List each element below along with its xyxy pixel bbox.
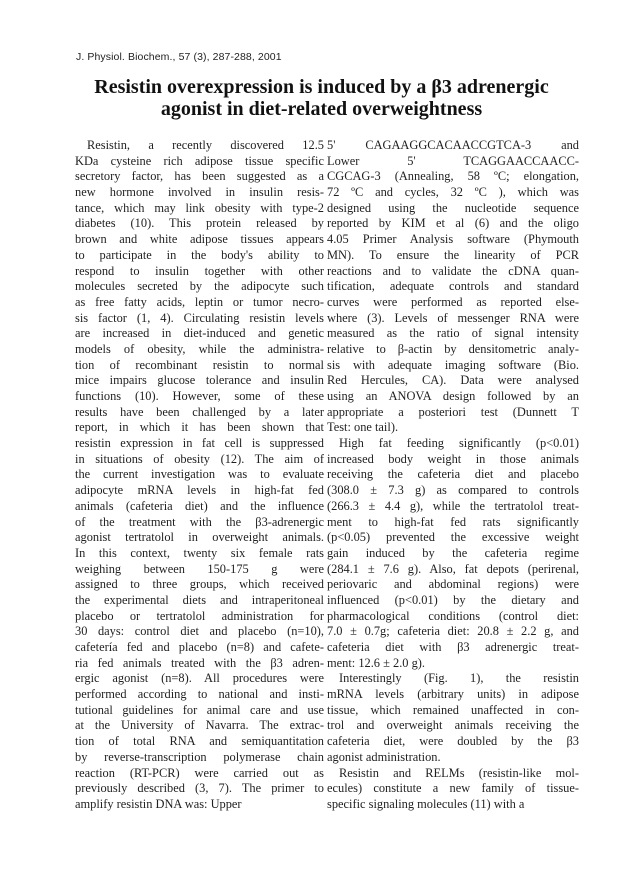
text-line: the experimental diets and intraperitoneal [75,592,324,607]
text-line: (p<0.05) prevented the excessive weight [327,530,579,545]
text-line: resistin expression in fat cell is suppressed [75,436,324,451]
text-line: brown and white adipose tissues appears [75,232,324,247]
text-line: measured as the ratio of signal intensity [327,326,579,341]
text-line: mice impairs glucose tolerance and insulin [75,373,324,388]
text-line: of the treatment with the β3-adrenergic [75,514,324,529]
text-line: diabetes (10). This protein released by [75,216,324,231]
text-line: new hormone involved in insulin resis- [75,185,324,200]
text-line: receiving the cafeteria diet and placebo [327,467,579,482]
text-line: pharmacological conditions (control diet: [327,608,579,623]
text-line: High fat feeding significantly (p<0.01) [339,436,579,451]
text-line: increased body weight in those animals [327,451,579,466]
text-line: molecules secreted by the adipocyte such [75,279,324,294]
text-line: ment to high-fat fed rats significantly [327,514,579,529]
text-line: Lower 5' TCAGGAACCAACC- [327,153,579,168]
text-line: animals (cafeteria diet) and the influence [75,498,324,513]
text-line: report, in which it has been shown that [75,420,324,435]
left-text-column [75,138,324,813]
text-line: weighing between 150-175 g were [75,561,324,576]
text-line: results have been challenged by a later [75,404,324,419]
text-line: ria fed animals treated with the β3 adren- [75,655,324,670]
text-line: using an ANOVA design followed by an [327,389,579,403]
text-line: gain induced by the cafeteria regime [327,545,579,560]
text-line: previously described (3, 7). The primer to [75,781,324,796]
text-line: reaction (RT-PCR) were carried out as [75,765,324,780]
article-title-line-1: Resistin overexpression is induced by a β3 adrenergic [94,76,549,98]
text-line: functions (10). However, some of these [75,389,324,403]
text-line: tutional guidelines for animal care and use [75,702,324,717]
text-line: Resistin and RELMs (resistin-like mol- [339,765,579,780]
text-line: reactions and to validate the cDNA quan- [327,263,579,278]
text-line: 72 ºC and cycles, 32 ºC ), which was [327,185,579,200]
text-line: 7.0 ± 0.7g; cafeteria diet: 20.8 ± 2.2 g, and [327,624,579,639]
text-line: curves were performed as reported else- [327,294,579,309]
text-line: cafeteria diet with β3 adrenergic treat- [327,640,579,654]
text-line: 4.05 Primer Analysis software (Phymouth [327,232,579,247]
text-line: reported by KIM et al (6) and the oligo [327,216,579,231]
text-line: In this context, twenty six female rats [75,545,324,560]
text-line: relative to β-actin by densitometric analy- [327,341,579,356]
text-line: assigned to three groups, which received [75,577,324,592]
text-line: are increased in diet-induced and genetic [75,326,324,341]
journal-citation: J. Physiol. Biochem., 57 (3), 287-288, 2001 [76,51,282,63]
text-line: specific signaling molecules (11) with a [327,796,525,811]
text-line: KDa cysteine rich adipose tissue specific [75,153,324,168]
text-line: respond to insulin together with other [75,263,324,278]
text-line: to participate in the body's ability to [75,247,324,262]
text-line: agonist tertratolol in overweight animals. [75,530,324,545]
text-line: trol and overweight animals receiving the [327,718,579,733]
text-line: appropriate a posteriori test (Dunnett T [327,404,579,419]
text-line: ecules) constitute a new family of tissue- [327,781,579,796]
text-line: (308.0 ± 7.3 g) as compared to controls [327,483,579,498]
text-line: tissue, which remained unaffected in con- [327,702,579,717]
text-line: tion of total RNA and semiquantitation [75,734,324,749]
text-line: performed according to national and insti- [75,687,324,702]
right-text-column [327,138,579,813]
text-line: influenced (p<0.01) by the dietary and [327,592,579,607]
text-line: tion of recombinant resistin to normal [75,357,324,372]
text-line: sis with adequate imaging software (Bio. [327,357,579,372]
text-line: Interestingly (Fig. 1), the resistin [339,671,579,686]
text-line: 5' CAGAAGGCACAACCGTCA-3 and [327,138,579,152]
text-line: (266.3 ± 4.4 g), while the tertratolol treat- [327,498,579,513]
text-line: designed using the nucleotide sequence [327,200,579,215]
text-line: sis factor (1, 4). Circulating resistin levels [75,310,324,325]
article-title [60,76,583,120]
text-line: secretory factor, has been suggested as a [75,169,324,184]
text-line: models of obesity, while the administra- [75,341,324,356]
text-line: Test: one tail). [327,420,399,435]
text-line: tification, adequate controls and standard [327,279,579,294]
text-line: agonist administration. [327,749,441,764]
text-line: MN). To ensure the linearity of PCR [327,247,579,262]
article-title-line-2: agonist in diet-related overweightness [160,98,483,120]
text-line: at the University of Navarra. The extrac- [75,718,324,733]
text-line: 30 days: control diet and placebo (n=10), [75,624,324,639]
text-line: placebo or tertratolol administration for [75,608,324,623]
text-line: the current investigation was to evaluate [75,467,324,482]
text-line: as free fatty acids, leptin or tumor necro- [75,294,324,309]
text-line: ergic agonist (n=8). All procedures were [75,671,324,686]
text-line: Red Hercules, CA). Data were analysed [327,373,579,388]
text-line: tance, which may link obesity with type-2 [75,200,324,215]
text-line: Resistin, a recently discovered 12.5 [87,138,324,152]
text-line: periovaric and abdominal regions) were [327,577,579,592]
text-line: cafeteria diet, were doubled by the β3 [327,734,579,749]
text-line: by reverse-transcription polymerase chain [75,749,324,764]
text-line: in situations of obesity (12). The aim of [75,451,324,466]
text-line: ment: 12.6 ± 2.0 g). [327,655,425,670]
text-line: mRNA levels (arbitrary units) in adipose [327,687,579,702]
text-line: adipocyte mRNA levels in high-fat fed [75,483,324,498]
text-line: cafetería fed and placebo (n=8) and cafete- [75,640,324,654]
text-line: CGCAG-3 (Annealing, 58 ºC; elongation, [327,169,579,184]
text-line: amplify resistin DNA was: Upper [75,796,242,811]
text-line: where (3). Levels of messenger RNA were [327,310,579,325]
text-line: (284.1 ± 7.6 g). Also, fat depots (perirenal, [327,561,579,576]
